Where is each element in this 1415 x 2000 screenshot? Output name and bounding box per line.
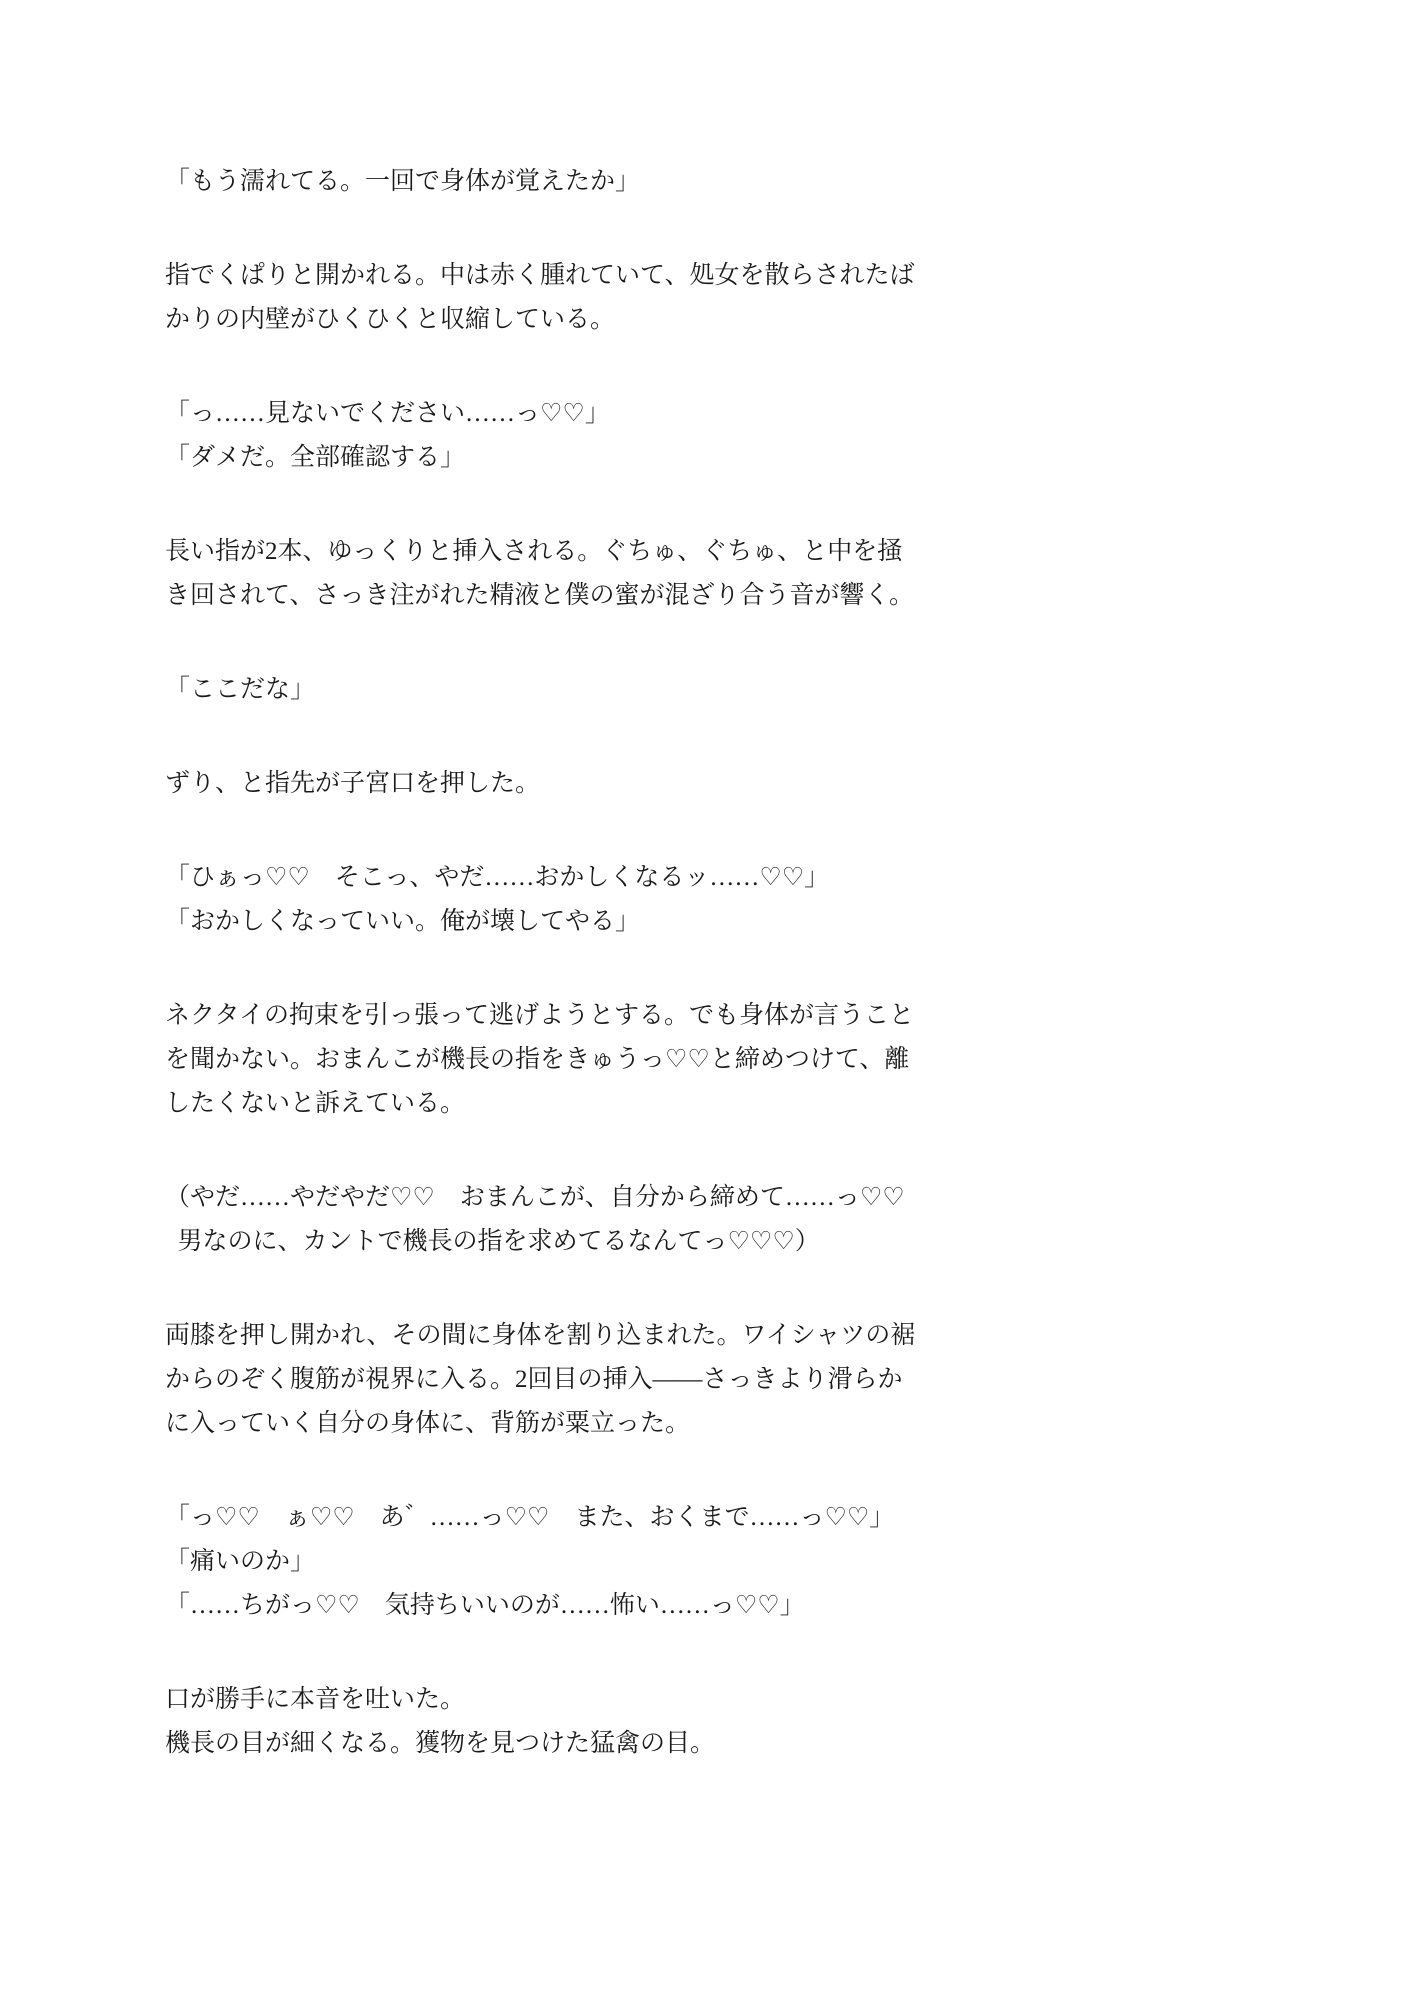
text-line: ネクタイの拘束を引っ張って逃げようとする。でも身体が言うこと [165, 1002, 915, 1029]
text-line: を聞かない。おまんこが機長の指をきゅうっ♡♡と締めつけて、離 [165, 1046, 910, 1073]
text-line: 「おかしくなっていい。俺が壊してやる」 [165, 908, 641, 935]
text-line: 口が勝手に本音を吐いた。 [165, 1686, 466, 1713]
narration-block [165, 530, 1275, 618]
text-line: 両膝を押し開かれ、その間に身体を割り込まれた。ワイシャツの裾 [165, 1322, 916, 1349]
narration-block [165, 1314, 1275, 1446]
text-line: 「もう濡れてる。一回で身体が覚えたか」 [165, 168, 641, 195]
dialogue-block [165, 856, 1275, 944]
text-line: に入っていく自分の身体に、背筋が粟立った。 [165, 1410, 691, 1437]
text-line: ずり、と指先が子宮口を押した。 [165, 770, 541, 797]
text-line: 「ここだな」 [165, 676, 316, 703]
narration-block [165, 1678, 1275, 1766]
narration-block [165, 254, 1275, 342]
text-line: 男なのに、カントで機長の指を求めてるなんてっ♡♡♡） [165, 1228, 820, 1255]
text-line: したくないと訴えている。 [165, 1090, 466, 1117]
text-line: 「痛いのか」 [165, 1548, 316, 1575]
dialogue-block [165, 1496, 1275, 1628]
text-line: 「っ……見ないでください……っ♡♡」 [165, 400, 610, 427]
text-line: 機長の目が細くなる。獲物を見つけた猛禽の目。 [165, 1730, 716, 1757]
text-line: 指でくぱりと開かれる。中は赤く腫れていて、処女を散らされたば [165, 262, 915, 289]
narration-block [165, 762, 1275, 806]
text-line: 「……ちがっ♡♡ 気持ちいいのが……怖い……っ♡♡」 [165, 1592, 805, 1619]
text-line: 長い指が2本、ゆっくりと挿入される。ぐちゅ、ぐちゅ、と中を掻 [165, 538, 903, 565]
text-line: （やだ……やだやだ♡♡ おまんこが、自分から締めて……っ♡♡ [165, 1184, 905, 1211]
text-line: かりの内壁がひくひくと収縮している。 [165, 306, 616, 333]
dialogue-block [165, 160, 1275, 204]
narration-block [165, 994, 1275, 1126]
inner-monologue-block [165, 1176, 1275, 1264]
text-line: 「ダメだ。全部確認する」 [165, 444, 466, 471]
text-line: き回されて、さっき注がれた精液と僕の蜜が混ざり合う音が響く。 [165, 582, 915, 609]
text-line: からのぞく腹筋が視界に入る。2回目の挿入――さっきより滑らか [165, 1366, 903, 1393]
dialogue-block [165, 392, 1275, 480]
text-line: 「ひぁっ♡♡ そこっ、やだ……おかしくなるッ……♡♡」 [165, 864, 830, 891]
text-line: 「っ♡♡ ぁ♡♡ あ゛……っ♡♡ また、おくまで……っ♡♡」 [165, 1504, 895, 1531]
dialogue-block [165, 668, 1275, 712]
